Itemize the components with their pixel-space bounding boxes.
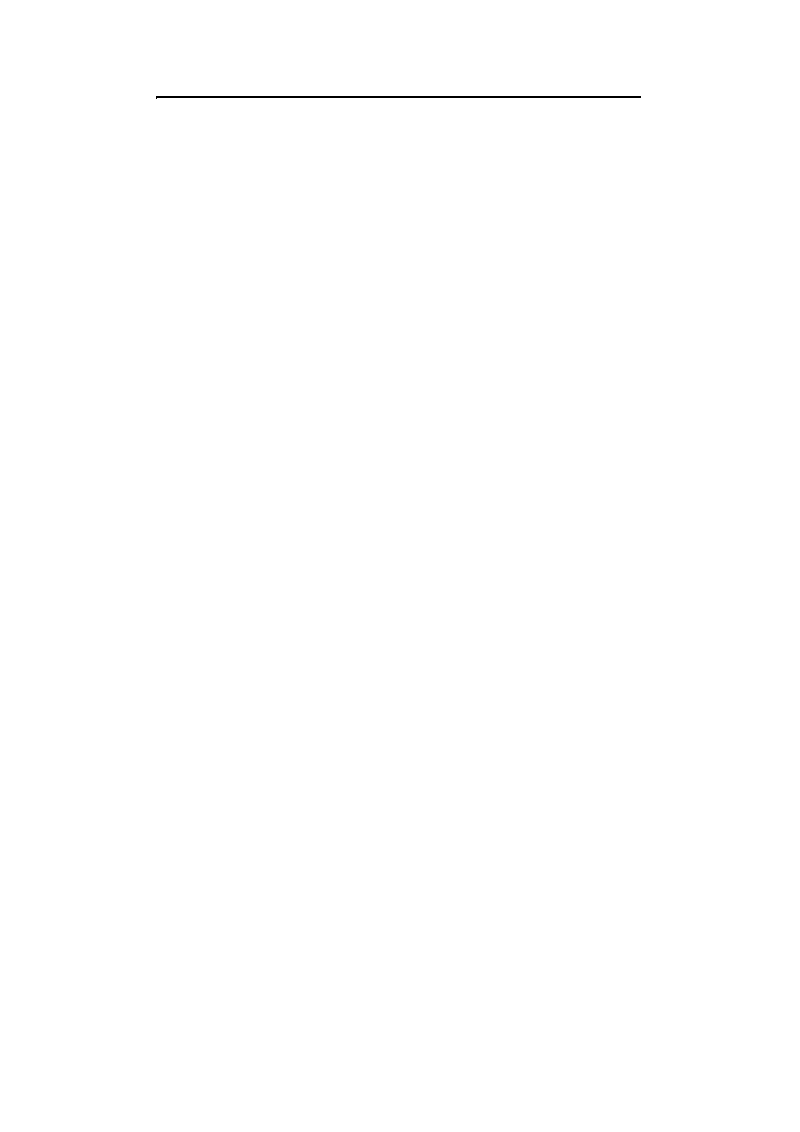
group-header-4 [532,97,640,98]
group-header-2 [316,97,424,98]
group-header-3 [424,97,532,98]
city-header [157,97,208,98]
group-header-1 [208,97,316,98]
software-revenue-table [156,96,641,98]
